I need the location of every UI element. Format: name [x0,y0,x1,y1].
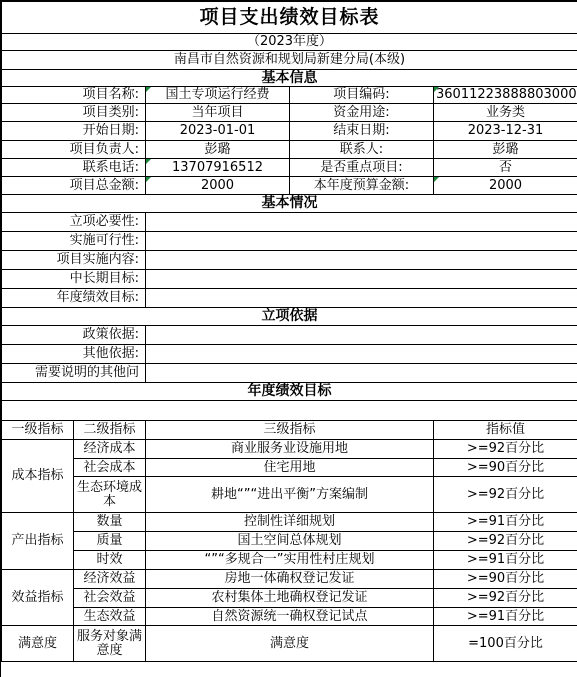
table-row [2,626,577,662]
level2-cell: 质量 [74,532,146,551]
table-row [2,477,577,513]
label-necessity: 立项必要性: [2,213,146,232]
level1-output: 产出指标 [2,513,74,570]
value-cell: >=91百分比 [434,513,577,532]
label-total: 项目总金额: [2,177,146,195]
row-notes [2,364,577,383]
table-row [2,513,577,532]
label-annual-goal: 年度绩效目标: [2,289,146,308]
value-end-date: 2023-12-31 [434,122,577,141]
value-start-date: 2023-01-01 [146,122,290,141]
value-project-code: 36011223888803000 [434,87,577,104]
label-project-name: 项目名称: [2,87,146,104]
label-long-term: 中长期目标: [2,270,146,289]
row-category [2,104,577,122]
level2-cell: 经济效益 [74,570,146,589]
label-fund-use: 资金用途: [290,104,434,122]
level3-cell: 控制性详细规划 [146,513,434,532]
value-long-term [146,270,577,289]
value-cell: >=92百分比 [434,477,577,513]
label-feasibility: 实施可行性: [2,232,146,251]
row-other-basis [2,345,577,364]
level2-cell: 社会效益 [74,589,146,608]
table-row [2,532,577,551]
performance-table [1,1,577,662]
value-cell: >=90百分比 [434,570,577,589]
row-feasibility [2,232,577,251]
value-project-name: 国土专项运行经费 [146,87,290,104]
row-annual-goal [2,289,577,308]
value-cell: >=92百分比 [434,532,577,551]
row-amounts [2,177,577,195]
row-phone [2,159,577,177]
fiscal-year: （2023年度） [2,34,577,51]
level1-satisfaction: 满意度 [2,626,74,662]
value-content [146,251,577,270]
value-category: 当年项目 [146,104,290,122]
value-policy [146,326,577,345]
table-row [2,459,577,477]
value-cell: >=90百分比 [434,459,577,477]
label-notes: 需要说明的其他问 [2,364,146,383]
value-cell: =100百分比 [434,626,577,662]
header-level1: 一级指标 [2,421,74,440]
label-category: 项目类别: [2,104,146,122]
header-value: 指标值 [434,421,577,440]
level2-cell: 经济成本 [74,440,146,459]
level3-cell: 满意度 [146,626,434,662]
label-key-project: 是否重点项目: [290,159,434,177]
header-level3: 三级指标 [146,421,434,440]
section-basic-info: 基本信息 [2,70,577,87]
level3-cell: 自然资源统一确权登记试点 [146,608,434,626]
row-dates [2,122,577,141]
value-cell: >=91百分比 [434,608,577,626]
label-start-date: 开始日期: [2,122,146,141]
level1-benefit: 效益指标 [2,570,74,626]
header-level2: 二级指标 [74,421,146,440]
value-notes [146,364,577,383]
section-basic-situation: 基本情况 [2,195,577,213]
value-key-project: 否 [434,159,577,177]
label-policy: 政策依据: [2,326,146,345]
level3-cell: 住宅用地 [146,459,434,477]
level2-cell: 时效 [74,551,146,570]
value-cell: >=92百分比 [434,440,577,459]
row-necessity [2,213,577,232]
section-basis: 立项依据 [2,308,577,326]
table-row [2,608,577,626]
label-end-date: 结束日期: [290,122,434,141]
value-cell: >=92百分比 [434,589,577,608]
spacer-row [2,401,577,421]
table-row [2,589,577,608]
value-other-basis [146,345,577,364]
label-project-code: 项目编码: [290,87,434,104]
label-content: 项目实施内容: [2,251,146,270]
value-total: 2000 [146,177,290,195]
label-other-basis: 其他依据: [2,345,146,364]
label-phone: 联系电话: [2,159,146,177]
row-long-term [2,270,577,289]
label-budget: 本年度预算金额: [290,177,434,195]
label-leader: 项目负责人: [2,141,146,159]
level3-cell: 农村集体土地确权登记发证 [146,589,434,608]
row-project-name [2,87,577,104]
level3-cell: “”“多规合一”实用性村庄规划 [146,551,434,570]
level2-cell: 生态环境成本 [74,477,146,513]
level1-cost: 成本指标 [2,440,74,513]
level3-cell: 商业服务业设施用地 [146,440,434,459]
goals-header-row [2,421,577,440]
label-contact: 联系人: [290,141,434,159]
value-budget: 2000 [434,177,577,195]
row-people [2,141,577,159]
level2-cell: 服务对象满意度 [74,626,146,662]
level3-cell: 房地一体确权登记发证 [146,570,434,589]
section-annual-goals: 年度绩效目标 [2,383,577,401]
value-cell: >=91百分比 [434,551,577,570]
level2-cell: 数量 [74,513,146,532]
value-leader: 彭璐 [146,141,290,159]
level3-cell: 国土空间总体规划 [146,532,434,551]
unit-name: 南昌市自然资源和规划局新建分局(本级) [2,51,577,70]
level3-cell: 耕地“”“进出平衡”方案编制 [146,477,434,513]
page-title: 项目支出绩效目标表 [2,2,577,34]
value-annual-goal [146,289,577,308]
value-contact: 彭璐 [434,141,577,159]
level2-cell: 社会成本 [74,459,146,477]
value-phone: 13707916512 [146,159,290,177]
value-feasibility [146,232,577,251]
table-row [2,570,577,589]
table-row [2,440,577,459]
value-fund-use: 业务类 [434,104,577,122]
level2-cell: 生态效益 [74,608,146,626]
value-necessity [146,213,577,232]
row-content [2,251,577,270]
row-policy [2,326,577,345]
table-row [2,551,577,570]
